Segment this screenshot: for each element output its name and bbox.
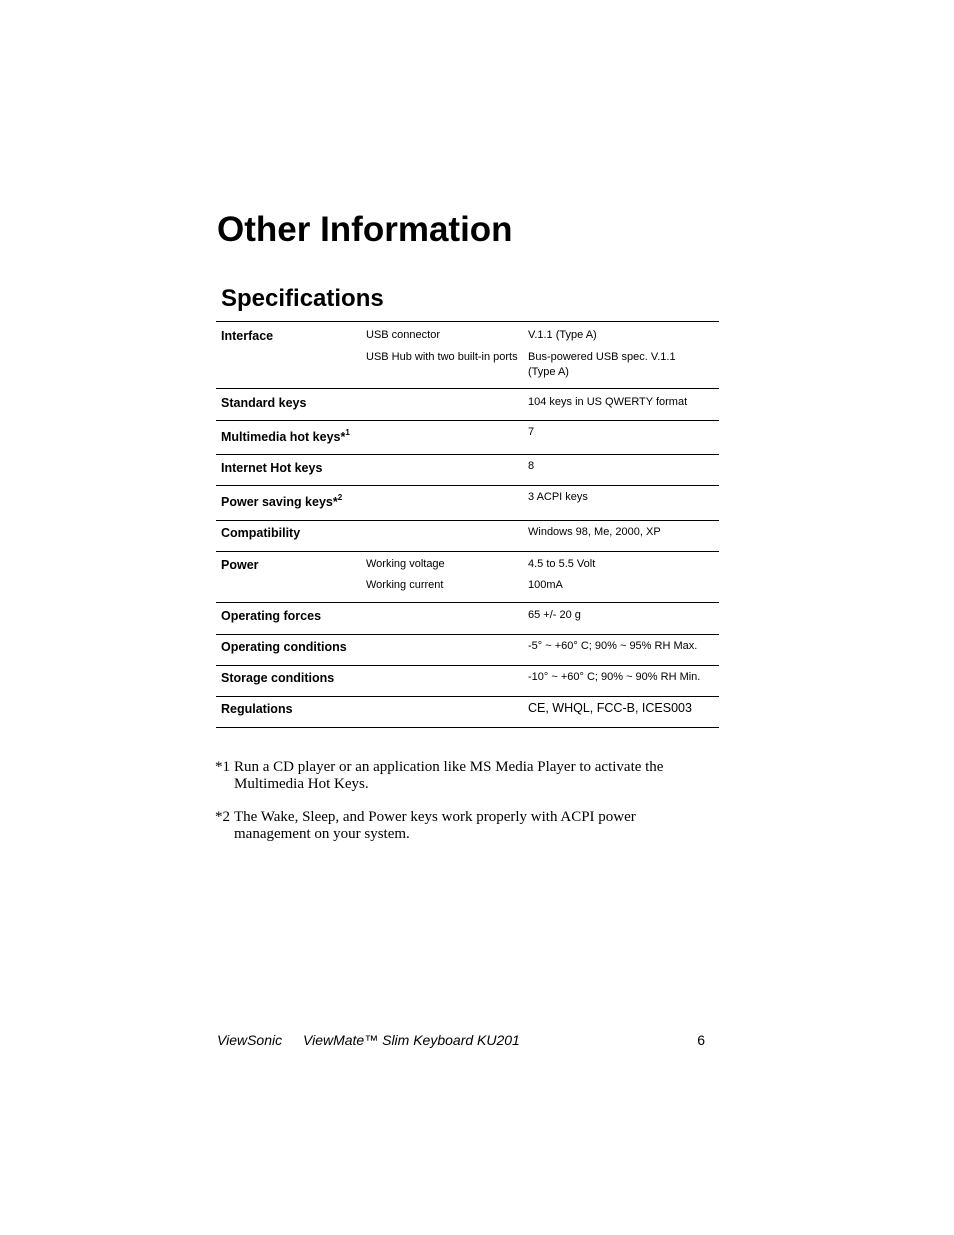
footnote-text: The Wake, Sleep, and Power keys work properly with ACPI power management on your system. [234,809,636,842]
spec-label: Storage conditions [221,671,335,685]
spec-label: Standard keys [221,396,307,410]
spec-value: 3 ACPI keys [528,491,588,503]
footnote-1 [215,759,715,793]
footnote-marker: *2 [215,809,230,825]
spec-row-interface [216,322,719,389]
spec-row-multimedia-hot-keys [216,421,719,455]
footnote-marker: *1 [215,759,230,775]
spec-label: Multimedia hot keys*$^1$ [221,427,350,444]
spec-row-storage-conditions [216,666,719,697]
spec-value: CE, WHQL, FCC-B, ICES003 [528,701,692,715]
spec-value: -5° ~ +60° C; 90% ~ 95% RH Max. [528,640,698,652]
spec-value: 65 +/- 20 g [528,609,581,621]
spec-sub-label: Working current [366,579,444,591]
spec-row-compatibility [216,521,719,552]
spec-row-regulations [216,697,719,728]
spec-value: Bus-powered USB spec. V.1.1 [528,351,676,363]
spec-value: 104 keys in US QWERTY format [528,396,688,408]
spec-value: 8 [528,460,535,472]
spec-row-power [216,552,719,603]
footer-brand: ViewSonic [217,1032,283,1048]
page-number: 6 [697,1032,705,1048]
spec-value: 7 [528,426,535,438]
footnote-text: Run a CD player or an application like MS Media Player to activate the Multimedia Hot Keys. [234,759,664,792]
spec-value: V.1.1 (Type A) [528,329,597,341]
spec-sub-label: USB Hub with two built-in ports [366,351,518,363]
spec-sub-label: USB connector [366,329,440,341]
spec-value-continued: (Type A) [528,366,569,378]
spec-label: Power [221,558,259,572]
specifications-table [216,321,719,728]
spec-value: 4.5 to 5.5 Volt [528,558,596,570]
spec-row-power-saving-keys [216,486,719,521]
footnote-ref: 1 [345,427,350,437]
section-title: Specifications [221,285,384,312]
spec-label: Internet Hot keys [221,461,323,475]
page-title: Other Information [217,210,513,249]
spec-label: Power saving keys*$^2$ [221,492,343,509]
page-footer [217,1031,705,1049]
spec-row-internet-hot-keys [216,455,719,486]
spec-sub-label: Working voltage [366,558,445,570]
spec-label: Regulations [221,702,293,716]
spec-label: Operating forces [221,609,322,623]
spec-row-standard-keys [216,389,719,421]
spec-value: Windows 98, Me, 2000, XP [528,526,661,538]
spec-label: Interface [221,329,274,343]
spec-label: Compatibility [221,526,301,540]
spec-row-operating-conditions [216,635,719,666]
spec-value: -10° ~ +60° C; 90% ~ 90% RH Min. [528,671,701,683]
spec-value: 100mA [528,579,563,591]
spec-label: Operating conditions [221,640,347,654]
footnote-2 [215,809,715,843]
footer-product-name: ViewMate™ Slim Keyboard KU201 [303,1032,520,1048]
footnote-ref: 2 [337,492,343,502]
spec-row-operating-forces [216,603,719,635]
